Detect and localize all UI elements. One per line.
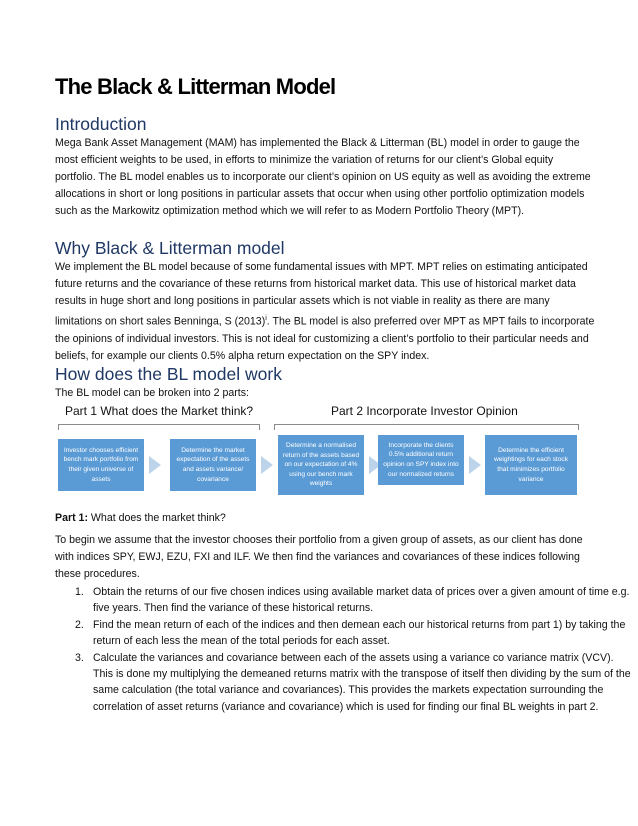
part1-bold-label: Part 1: xyxy=(55,512,88,524)
part1-paragraph: To begin we assume that the investor chooses their portfolio from a given group of assets, as our client has done with indices SPY, EWJ, EZU, FXI and ILF. We then find the variances and covariances of these indices following these procedures. xyxy=(55,534,583,580)
list-item-text: Obtain the returns of our five chosen indices using available market data of prices over a given amount of time e.g. five years. Then find the variance of these historical returns. xyxy=(93,586,630,615)
part2-bracket xyxy=(274,424,579,430)
part1-question: What does the market think? xyxy=(87,512,226,524)
procedure-list xyxy=(55,584,633,715)
why-text-part-b: . The BL model is also preferred over MPT as MPT fails to incorporate the opinions of individual investors. This is not ideal for customizing a client’s portfolio to their particular needs and beliefs, for example our clients 0.5% alpha return expectation on the SPY index. xyxy=(55,315,595,362)
why-text-part-a: We implement the BL model because of some fundamental issues with MPT. MPT relies on estimating anticipated future returns and the covariance of these returns from historical market data. This use of historical market data results in huge short and long positions in particular assets which is not viable in reality as there are many limitations on short sales Benninga, S (2013) xyxy=(55,261,588,328)
list-number: 1. xyxy=(75,586,84,598)
part2-label: Part 2 Incorporate Investor Opinion xyxy=(331,404,518,418)
step-box-5: Determine the efficient weightings for each stock that minimizes portfolio variance xyxy=(485,435,577,495)
step-box-1: Investor chooses efficient bench mark portfolio from their given universe of assets xyxy=(58,439,144,491)
how-heading: How does the BL model work xyxy=(55,364,282,384)
step-box-4: Incorporate the clients 0.5% additional return opinion on SPY index into our normalized returns xyxy=(378,435,464,485)
list-number: 2. xyxy=(75,618,84,631)
arrow-right-icon xyxy=(261,456,273,474)
list-item xyxy=(75,650,633,716)
why-paragraph xyxy=(55,259,595,365)
list-item xyxy=(75,617,633,650)
citation-superscript: i xyxy=(265,315,267,322)
arrow-right-icon xyxy=(149,456,161,474)
part1-bracket xyxy=(58,424,260,430)
why-heading: Why Black & Litterman model xyxy=(55,238,285,258)
step-box-3: Determine a normalised return of the assets based on our expectation of 4% using our bench mark weights xyxy=(278,435,364,495)
arrow-right-icon xyxy=(469,456,481,474)
part1-heading-line xyxy=(55,512,226,524)
step-box-2: Determine the market expectation of the assets and assets variance/ covariance xyxy=(170,439,256,491)
list-item-text: Find the mean return of each of the indices and then demean each our historical returns from part 1) by taking the return of each less the mean of the total periods for each asset. xyxy=(93,618,626,648)
list-number: 3. xyxy=(75,651,84,664)
part1-label: Part 1 What does the Market think? xyxy=(65,404,254,418)
list-item xyxy=(75,584,633,617)
how-paragraph: The BL model can be broken into 2 parts: xyxy=(55,387,249,399)
intro-heading: Introduction xyxy=(55,114,147,134)
intro-paragraph: Mega Bank Asset Management (MAM) has implemented the Black & Litterman (BL) model in order to gauge the most efficient weights to be used, in efforts to minimize the variation of returns for our client’s Global equity portfolio. The BL model enables us to incorporate our client’s opinion on US equity as well as avoiding the extreme allocations in short or long positions in particular assets that occur when using other portfolio optimization models such as the Markowitz optimization method which we will refer to as Modern Portfolio Theory (MPT). xyxy=(55,137,591,217)
page-title: The Black & Litterman Model xyxy=(55,74,336,99)
list-item-text: Calculate the variances and covariance between each of the assets using a variance co variance matrix (VCV). This is done my multiplying the demeaned returns matrix with the transpose of itself then dividing by the sum of the same calculation (the total variance and covariances). This provides the markets expectation surrounding the correlation of asset returns (variance and covariance) which is used for finding our final BL weights in part 2. xyxy=(93,651,631,713)
process-diagram xyxy=(55,402,585,507)
